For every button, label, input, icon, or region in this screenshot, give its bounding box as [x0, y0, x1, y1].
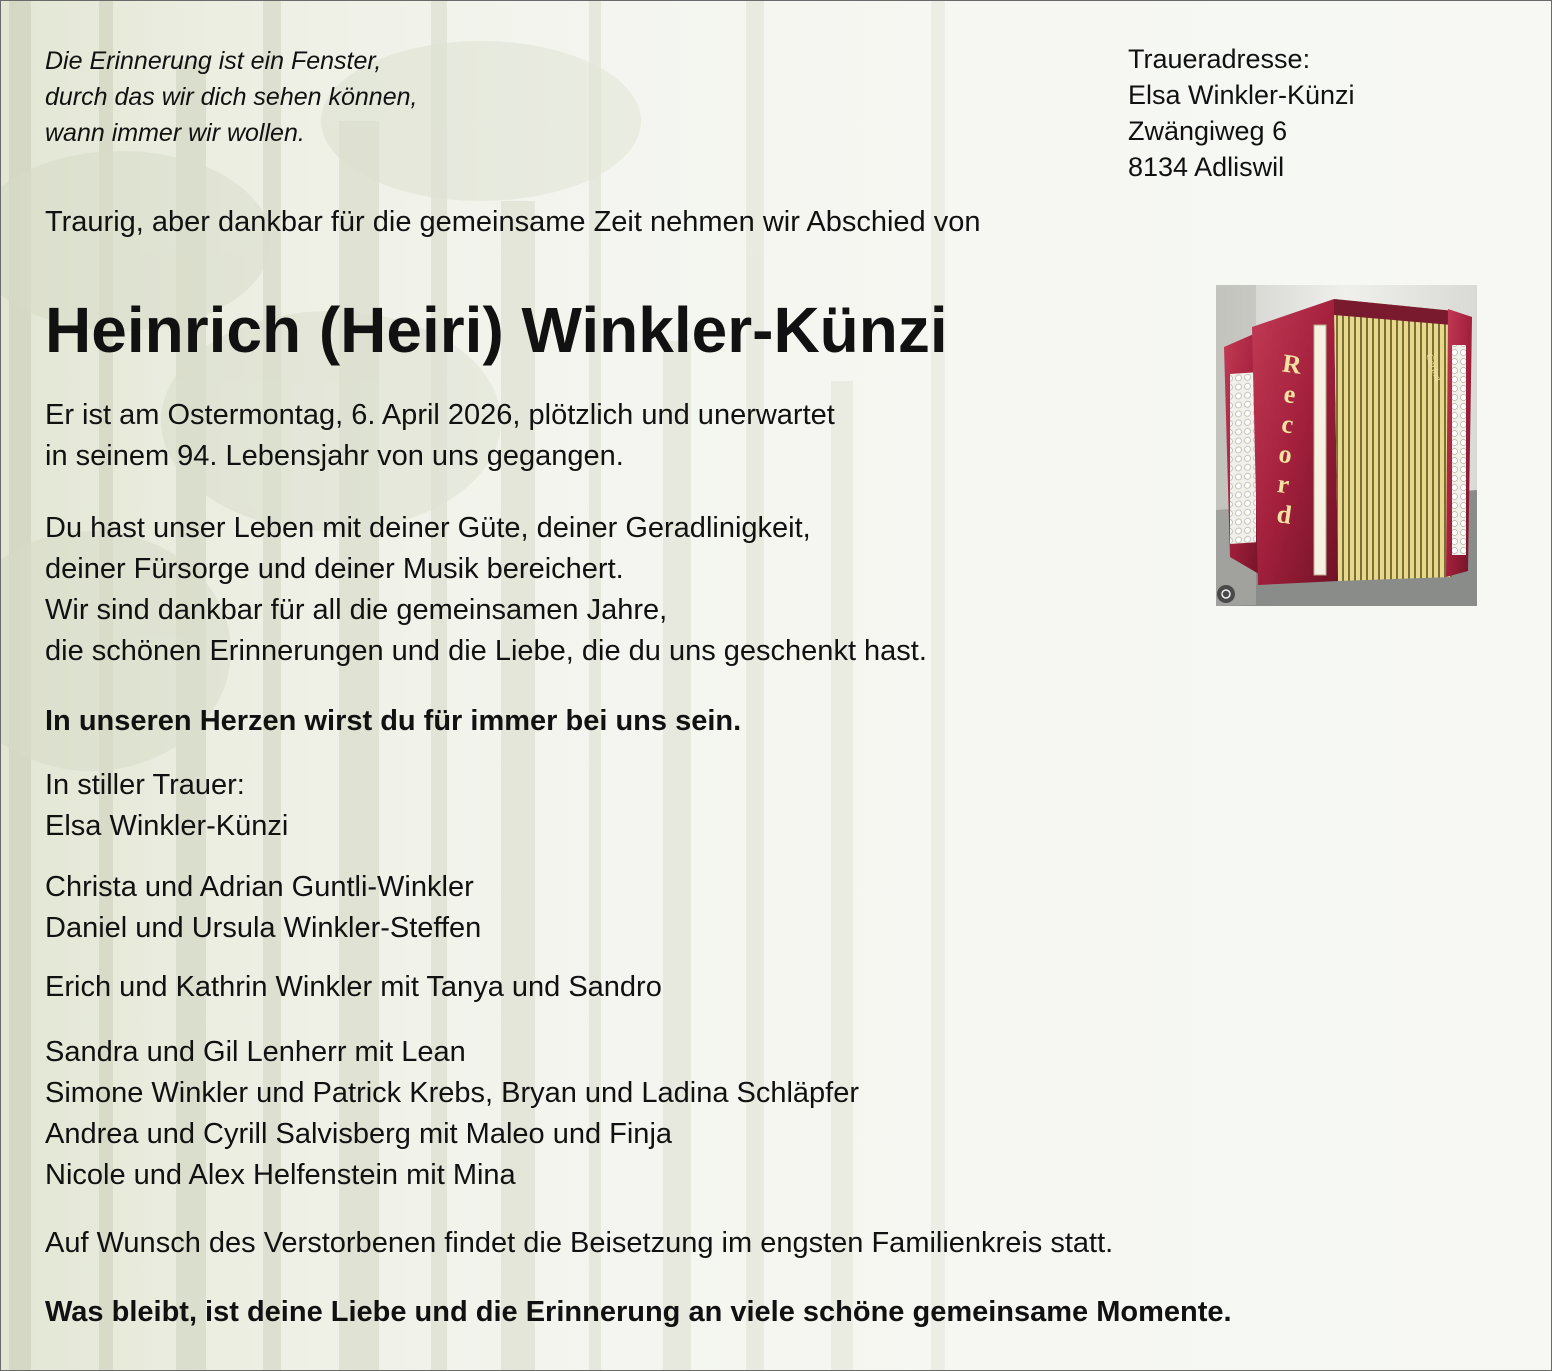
- address-heading: Traueradresse:: [1128, 44, 1311, 74]
- mourners-block: [45, 765, 288, 847]
- mourner-name: Elsa Winkler-Künzi: [45, 810, 289, 842]
- brand-letter: R: [1280, 348, 1304, 380]
- brand-letter: d: [1275, 499, 1294, 530]
- address-name: Elsa Winkler-Künzi: [1128, 80, 1355, 110]
- quote-line: Die Erinnerung ist ein Fenster,: [45, 47, 382, 75]
- tribute-line: deiner Fürsorge und deiner Musik bereichert.: [45, 553, 624, 585]
- family-line: Nicole und Alex Helfenstein mit Mina: [45, 1159, 516, 1191]
- address-city: 8134 Adliswil: [1128, 152, 1285, 182]
- family-line: Christa und Adrian Guntli-Winkler: [45, 871, 474, 903]
- passing-paragraph: [45, 395, 835, 477]
- brand-letter: o: [1276, 438, 1294, 470]
- family-grandchildren-block: [45, 1032, 859, 1196]
- brand-letter: r: [1275, 468, 1291, 500]
- brand-letter: e: [1282, 378, 1298, 410]
- quote-line: wann immer wir wollen.: [45, 119, 305, 147]
- closing-statement: Was bleibt, ist deine Liebe und die Erinnerung an viele schöne gemeinsame Momente.: [45, 1296, 1232, 1328]
- family-line: Andrea und Cyrill Salvisberg mit Maleo und Finja: [45, 1118, 673, 1150]
- memorial-quote: [45, 43, 417, 151]
- funeral-note: Auf Wunsch des Verstorbenen findet die Beisetzung im engsten Familienkreis statt.: [45, 1227, 1114, 1259]
- mourners-heading: In stiller Trauer:: [45, 769, 245, 801]
- quote-line: durch das wir dich sehen können,: [45, 83, 418, 111]
- family-erich-line: Erich und Kathrin Winkler mit Tanya und Sandro: [45, 971, 662, 1003]
- tribute-paragraph: [45, 508, 927, 672]
- family-line: Daniel und Ursula Winkler-Steffen: [45, 912, 482, 944]
- address-street: Zwängiweg 6: [1128, 116, 1288, 146]
- deceased-name: Heinrich (Heiri) Winkler-Künzi: [45, 294, 948, 366]
- accordion-photo: [1216, 285, 1477, 606]
- passing-line: in seinem 94. Lebensjahr von uns gegangen.: [45, 440, 624, 472]
- passing-line: Er ist am Ostermontag, 6. April 2026, plötzlich und unerwartet: [45, 399, 835, 431]
- family-line: Simone Winkler und Patrick Krebs, Bryan und Ladina Schläpfer: [45, 1077, 860, 1109]
- tribute-line: Wir sind dankbar für all die gemeinsamen Jahre,: [45, 594, 668, 626]
- family-children-block: [45, 867, 481, 949]
- tribute-line: die schönen Erinnerungen und die Liebe, die du uns geschenkt hast.: [45, 635, 927, 667]
- camera-icon: [1217, 585, 1235, 603]
- tribute-line: Du hast unser Leben mit deiner Güte, deiner Geradlinigkeit,: [45, 512, 811, 544]
- mourning-address: [1128, 41, 1355, 185]
- accordion-model-mark: Carina: [1423, 352, 1444, 383]
- family-line: Sandra und Gil Lenherr mit Lean: [45, 1036, 466, 1068]
- brand-letter: c: [1279, 408, 1296, 440]
- intro-text: Traurig, aber dankbar für die gemeinsame Zeit nehmen wir Abschied von: [45, 206, 981, 238]
- heart-statement: In unseren Herzen wirst du für immer bei uns sein.: [45, 705, 742, 737]
